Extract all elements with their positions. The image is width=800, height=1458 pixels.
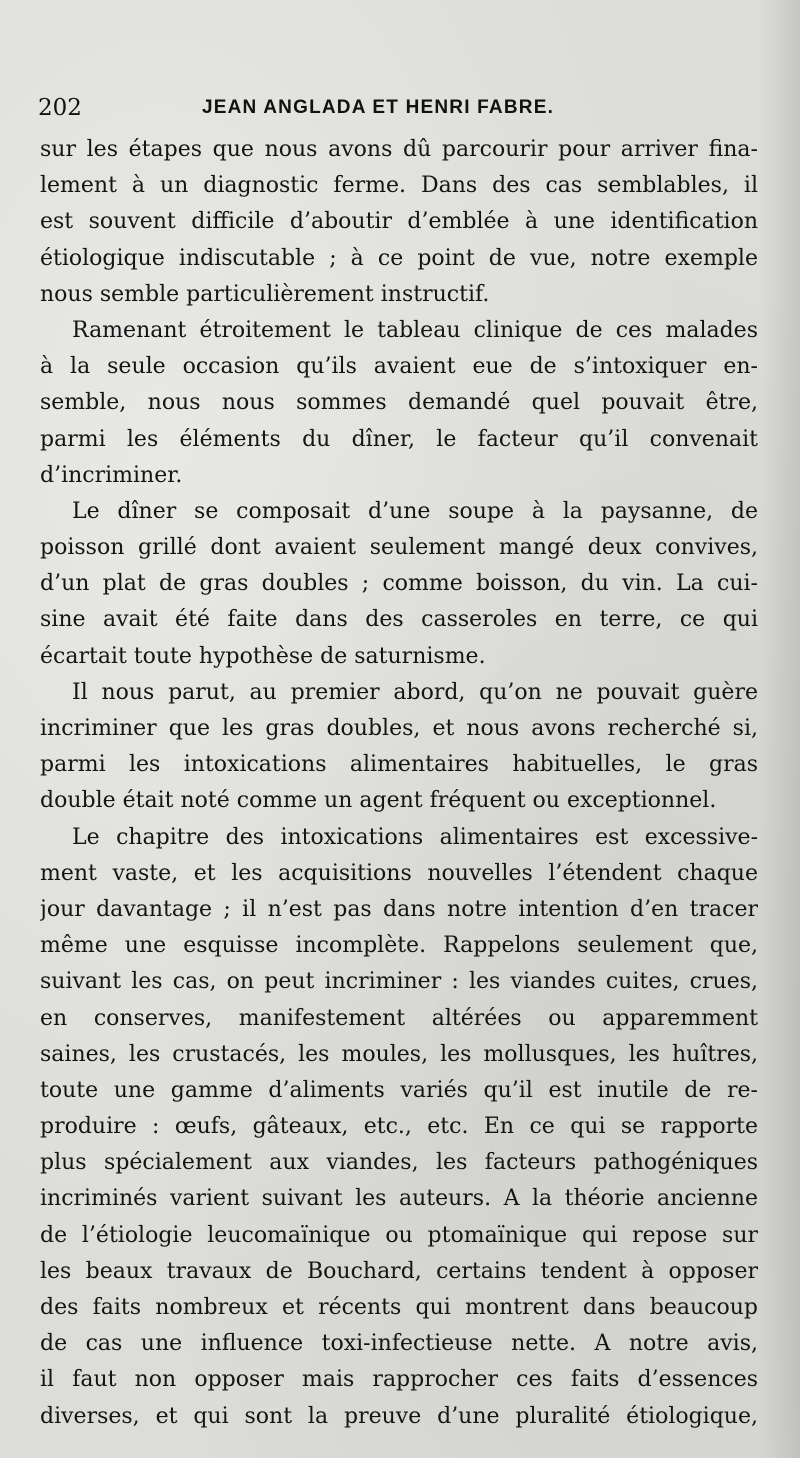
text-line: Ramenant étroitement le tableau clinique de ces malades xyxy=(72,317,758,343)
page-edge-shadow xyxy=(760,0,800,1458)
text-line: de cas une influence toxi-infectieuse nette. A notre avis, xyxy=(40,1331,758,1357)
text-line: de l’étiologie leucomaïnique ou ptomaïnique qui repose sur xyxy=(40,1222,758,1248)
text-line: parmi les intoxications alimentaires habituelles, le gras xyxy=(40,752,758,778)
page-number: 202 xyxy=(38,95,82,121)
text-line: jour davantage ; il n’est pas dans notre intention d’en tracer xyxy=(40,896,758,922)
text-line: incriminés varient suivant les auteurs. A la théorie ancienne xyxy=(40,1186,758,1212)
text-line: parmi les éléments du dîner, le facteur qu’il convenait xyxy=(40,426,758,452)
body-text xyxy=(40,132,758,1435)
text-line: plus spécialement aux viandes, les facteurs pathogéniques xyxy=(40,1150,758,1176)
text-line: saines, les crustacés, les moules, les mollusques, les huîtres, xyxy=(40,1041,758,1067)
text-line: Il nous parut, au premier abord, qu’on ne pouvait guère xyxy=(72,679,758,705)
text-line: produire : œufs, gâteaux, etc., etc. En ce qui se rapporte xyxy=(40,1114,758,1140)
text-line: suivant les cas, on peut incriminer : les viandes cuites, crues, xyxy=(40,969,758,995)
text-line: nous semble particulièrement instructif. xyxy=(40,281,490,307)
text-line: même une esquisse incomplète. Rappelons seulement que, xyxy=(40,933,758,959)
page-header xyxy=(38,90,758,126)
text-line: les beaux travaux de Bouchard, certains tendent à opposer xyxy=(40,1258,758,1284)
text-line: incriminer que les gras doubles, et nous avons recherché si, xyxy=(40,716,758,741)
text-line: en conserves, manifestement altérées ou apparemment xyxy=(40,1005,758,1031)
text-line: des faits nombreux et récents qui montrent dans beaucoup xyxy=(40,1295,758,1320)
text-line: poisson grillé dont avaient seulement mangé deux convives, xyxy=(40,535,758,561)
text-line: toute une gamme d’aliments variés qu’il est inutile de re- xyxy=(40,1077,758,1103)
text-line: étiologique indiscutable ; à ce point de vue, notre exemple xyxy=(40,245,758,271)
text-line: Le dîner se composait d’une soupe à la paysanne, de xyxy=(72,498,758,524)
text-line: semble, nous nous sommes demandé quel pouvait être, xyxy=(40,390,758,416)
text-line: à la seule occasion qu’ils avaient eue de s’intoxiquer en- xyxy=(40,354,758,380)
text-line: sine avait été faite dans des casseroles en terre, ce qui xyxy=(40,607,758,633)
text-line: il faut non opposer mais rapprocher ces faits d’essences xyxy=(40,1367,758,1393)
text-line: lement à un diagnostic ferme. Dans des cas semblables, il xyxy=(40,173,758,199)
text-line: double était noté comme un agent fréquent ou exceptionnel. xyxy=(40,788,717,814)
text-line: écartait toute hypothèse de saturnisme. xyxy=(40,643,486,669)
text-line: est souvent difficile d’aboutir d’emblée à une identification xyxy=(40,209,758,235)
text-line: d’un plat de gras doubles ; comme boisson, du vin. La cui- xyxy=(40,571,758,597)
running-head: JEAN ANGLADA ET HENRI FABRE. xyxy=(202,97,555,118)
text-line: Le chapitre des intoxications alimentaires est excessive- xyxy=(72,824,758,850)
text-line: d’incriminer. xyxy=(40,462,183,488)
text-line: diverses, et qui sont la preuve d’une pluralité étiologique, xyxy=(40,1403,758,1429)
text-line: sur les étapes que nous avons dû parcourir pour arriver fina- xyxy=(40,137,758,162)
text-line: ment vaste, et les acquisitions nouvelles l’étendent chaque xyxy=(40,860,758,886)
